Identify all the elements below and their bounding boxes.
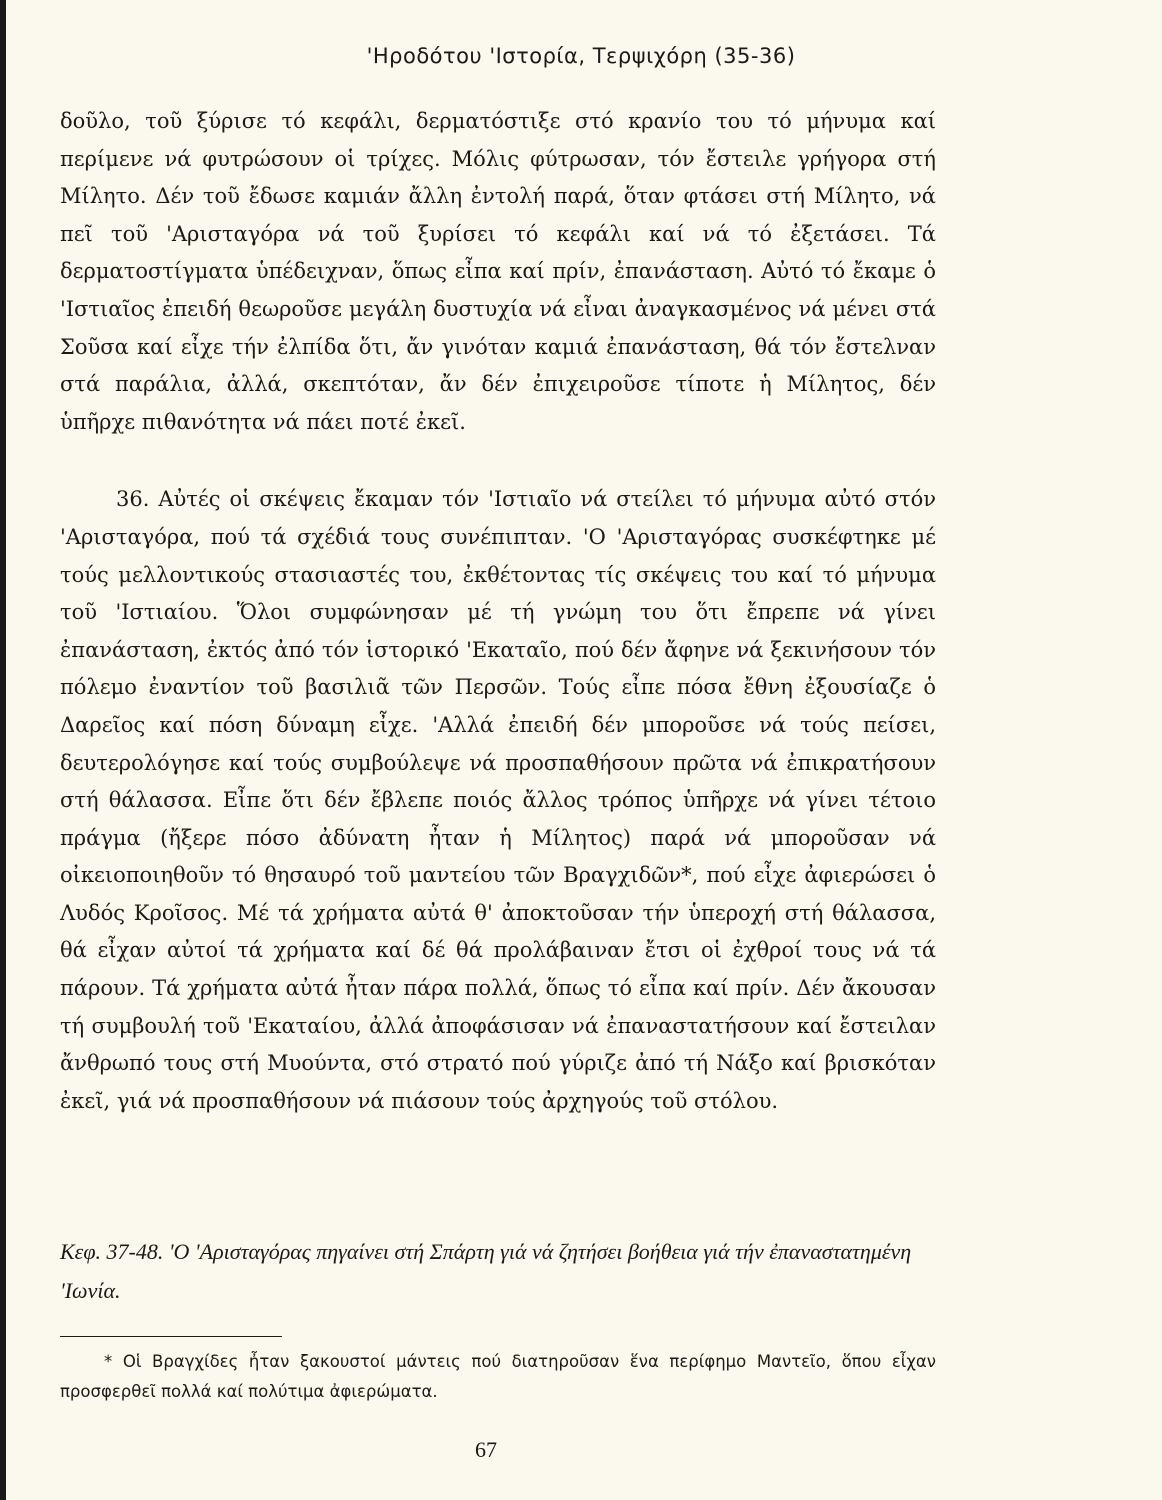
footnote-divider [60,1336,282,1337]
footnote: * Οἱ Βραγχίδες ἦταν ξακουστοί μάντεις πού διατηροῦσαν ἕνα περίφημο Μαντεῖο, ὅπου εἶχαν προσφερθεῖ πολλά καί πολύτιμα ἀφιερώματα. [60,1352,936,1401]
paragraph-1: δοῦλο, τοῦ ξύρισε τό κεφάλι, δερματόστιξε στό κρανίο του τό μήνυμα καί περίμενε νά φυτρώσουν οἱ τρίχες. Μόλις φύτρωσαν, τόν ἔστειλε γρήγορα στή Μίλητο. Δέν τοῦ ἔδωσε καμιάν ἄλλη ἐντολή παρά, ὅταν φτάσει στή Μίλητο, νά πεῖ τοῦ 'Αρισταγόρα νά τοῦ ξυρίσει τό κεφάλι καί νά τό ἐξετάσει. Τά δερματοστίγματα ὑπέδειχναν, ὅπως εἶπα καί πρίν, ἐπανάσταση. Αὐτό τό ἔκαμε ὁ 'Ιστιαῖος ἐπειδή θεωροῦσε μεγάλη δυστυχία νά εἶναι ἀναγκασμένος νά μένει στά Σοῦσα καί εἶχε τήν ἐλπίδα ὅτι, ἄν γινόταν καμιά ἐπανάσταση, θά τόν ἔστελναν στά παράλια, ἀλλά, σκεπτόταν, ἄν δέν ἐπιχειροῦσε τίποτε ἡ Μίλητος, δέν ὑπῆρχε πιθανότητα νά πάει ποτέ ἐκεῖ. [60,109,936,434]
chapter-heading: Κεφ. 37-48. 'Ο 'Αρισταγόρας πηγαίνει στή Σπάρτη γιά νά ζητήσει βοήθεια γιά τήν ἐπαναστατημένη 'Ιωνία. [60,1239,912,1303]
paragraph-36: 36. Αὐτές οἱ σκέψεις ἔκαμαν τόν 'Ιστιαῖο νά στείλει τό μήνυμα αὐτό στόν 'Αρισταγόρα, πού τά σχέδιά τους συνέπιπταν. 'Ο 'Αρισταγόρας συσκέφτηκε μέ τούς μελλοντικούς στασιαστές του, ἐκθέτοντας τίς σκέψεις του καί τό μήνυμα τοῦ 'Ιστιαίου. Ὅλοι συμφώνησαν μέ τή γνώμη του ὅτι ἔπρεπε νά γίνει ἐπανάσταση, ἐκτός ἀπό τόν ἱστορικό 'Εκαταῖο, πού δέν ἄφηνε νά ξεκινήσουν τόν πόλεμο ἐναντίον τοῦ βασιλιᾶ τῶν Περσῶν. Τούς εἶπε πόσα ἔθνη ἐξουσίαζε ὁ Δαρεῖος καί πόση δύναμη εἶχε. 'Αλλά ἐπειδή δέν μποροῦσε νά τούς πείσει, δευτερολόγησε καί τούς συμβούλεψε νά προσπαθήσουν πρῶτα νά ἐπικρατήσουν στή θάλασσα. Εἶπε ὅτι δέν ἔβλεπε ποιός ἄλλος τρόπος ὑπῆρχε νά γίνει τέτοιο πράγμα (ἤξερε πόσο ἀδύνατη ἦταν ἡ Μίλητος) παρά νά μποροῦσαν νά οἰκειοποιηθοῦν τό θησαυρό τοῦ μαντείου τῶν Βραγχιδῶν*, πού εἶχε ἀφιερώσει ὁ Λυδός Κροῖσος. Μέ τά χρήματα αὐτά θ' ἀποκτοῦσαν τήν ὑπεροχή στή θάλασσα, θά εἶχαν αὐτοί τά χρήματα καί δέ θά προλάβαιναν ἔτσι οἱ ἐχθροί τους νά τά πάρουν. Τά χρήματα αὐτά ἦταν πάρα πολλά, ὅπως τό εἶπα καί πρίν. Δέν ἄκουσαν τή συμβουλή τοῦ 'Εκαταίου, ἀλλά ἀποφάσισαν νά ἐπαναστατήσουν καί ἔστειλαν ἄνθρωπό τους στή Μυούντα, στό στρατό πού γύριζε ἀπό τή Νάξο καί βρισκόταν ἐκεῖ, γιά νά προσπαθήσουν νά πιάσουν τούς ἀρχηγούς τοῦ στόλου. [60,487,936,1113]
page-number: 67 [475,1437,497,1462]
page-edge-shadow [0,0,6,1500]
running-header-title: 'Ηροδότου 'Ιστορία, Τερψιχόρη (35-36) [366,44,796,68]
main-text [60,103,936,1120]
